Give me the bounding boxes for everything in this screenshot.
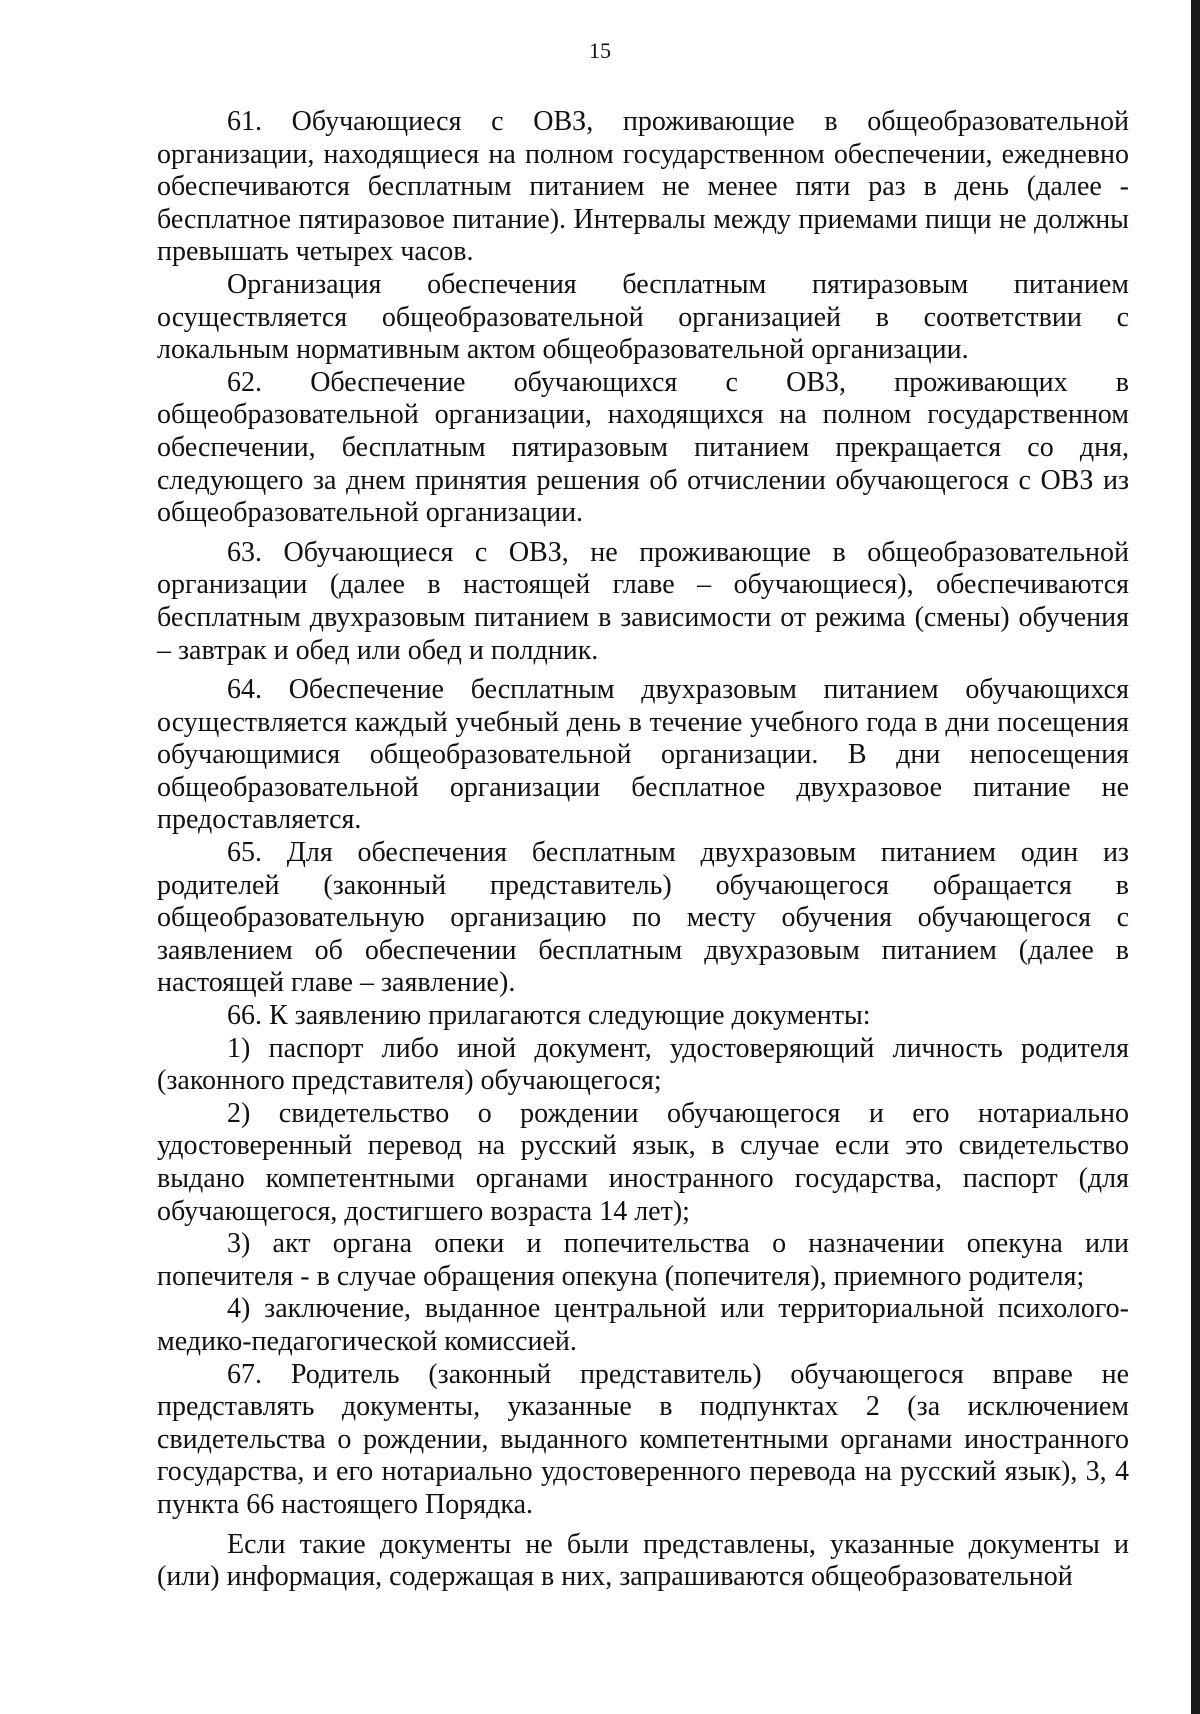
paragraph-61: 61. Обучающиеся с ОВЗ, проживающие в общеобразовательной организации, находящиеся на полном государственном обеспечении, ежедневно обеспечиваются бесплатным питанием не менее пяти раз в день (далее - бесплатное пятиразовое питание). Интервалы между приемами пищи не должны превышать четырех часов. [157,106,1129,268]
paragraph-66: 66. К заявлению прилагаются следующие документы: [227,1000,871,1032]
scan-edge [1191,0,1200,1714]
paragraph-67: 67. Родитель (законный представитель) обучающегося вправе не представлять документы, указанные в подпунктах 2 (за исключением свидетельства о рождении, выданного компетентными органами иностранного государства, и его нотариально удостоверенного перевода на русский язык), 3, 4 пункта 66 настоящего Порядка. [157,1358,1129,1520]
paragraph-62: 62. Обеспечение обучающихся с ОВЗ, проживающих в общеобразовательной организации, находящихся на полном государственном обеспечении, бесплатным пятиразовым питанием прекращается со дня, следующего за днем принятия решения об отчислении обучающегося с ОВЗ из общеобразовательной организации. [157,366,1129,529]
paragraph-67-continued: Если такие документы не были представлены, указанные документы и (или) информация, содержащая в них, запрашиваются общеобразовательной [157,1528,1129,1593]
page-number: 15 [589,38,611,63]
paragraph-65: 65. Для обеспечения бесплатным двухразовым питанием один из родителей (законный представитель) обучающегося обращается в общеобразовательную организацию по месту обучения обучающегося с заявлением об обеспечении бесплатным двухразовым питанием (далее в настоящей главе – заявление). [157,837,1129,999]
list-item-3: 3) акт органа опеки и попечительства о назначении опекуна или попечителя - в случае обращения опекуна (попечителя), приемного родителя; [157,1228,1129,1292]
paragraph-64: 64. Обеспечение бесплатным двухразовым питанием обучающихся осуществляется каждый учебный день в течение учебного года в дни посещения обучающимися общеобразовательной организации. В дни непосещения общеобразовательной организации бесплатное двухразовое питание не предоставляется. [157,674,1129,836]
list-item-2: 2) свидетельство о рождении обучающегося и его нотариально удостоверенный перевод на русский язык, в случае если это свидетельство выдано компетентными органами иностранного государства, паспорт (для обучающегося, достигшего возраста 14 лет); [157,1097,1129,1227]
list-item-1: 1) паспорт либо иной документ, удостоверяющий личность родителя (законного представителя) обучающегося; [157,1032,1129,1097]
paragraph-63: 63. Обучающиеся с ОВЗ, не проживающие в общеобразовательной организации (далее в настоящей главе – обучающиеся), обеспечиваются бесплатным двухразовым питанием в зависимости от режима (смены) обучения – завтрак и обед или обед и полдник. [157,536,1129,666]
list-item-4: 4) заключение, выданное центральной или территориальной психолого-медико-педагогической комиссией. [157,1293,1129,1357]
paragraph-61-organization: Организация обеспечения бесплатным пятиразовым питанием осуществляется общеобразовательной организацией в соответствии с локальным нормативным актом общеобразовательной организации. [157,268,1129,366]
document-body [157,106,1129,1594]
